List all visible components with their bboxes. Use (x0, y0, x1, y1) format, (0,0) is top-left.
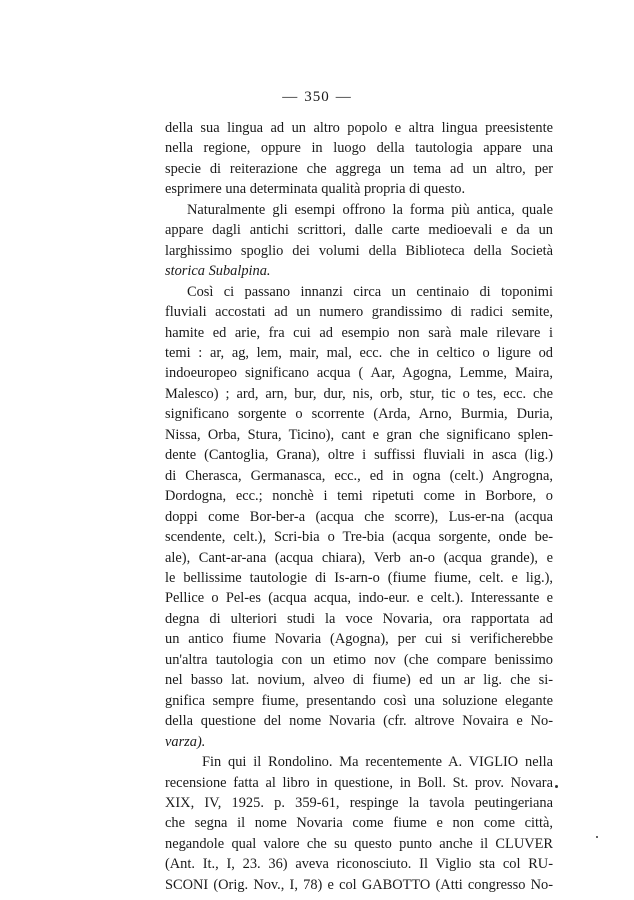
text-line: doppi come Bor-ber-a (acqua che scorre), Lus-er-na (acqua (165, 508, 553, 525)
text-line: Nissa, Orba, Stura, Ticino), cant e gran che significano splen- (165, 426, 553, 443)
text-line: larghissimo spoglio dei volumi della Biblioteca della Società (165, 242, 553, 259)
text-line: un antico fiume Novaria (Agogna), per cui si verificherebbe (165, 631, 553, 648)
text-line: XIX, IV, 1925. p. 359-61, respinge la tavola peutingeriana (165, 794, 553, 811)
paragraph-1 (165, 118, 553, 200)
text-line: specie di reiterazione che aggrega un tema ad un altro, per (165, 160, 553, 177)
paragraph-4 (165, 752, 553, 895)
text-line: nella regione, oppure in luogo della tautologia appare una (165, 140, 553, 157)
ink-speck (596, 836, 598, 838)
body-text (165, 118, 553, 895)
text-line: storica Subalpina. (165, 263, 271, 280)
text-line: le bellissime tautologie di Is-arn-o (fiume fiume, celt. e lig.), (165, 569, 553, 586)
paragraph-3 (165, 282, 553, 752)
text-line: negandole qual valore che su questo punto anche il CLUVER (165, 835, 553, 852)
text-line: un'altra tautologia con un etimo nov (che compare benissimo (165, 651, 553, 668)
text-line: ale), Cant-ar-ana (acqua chiara), Verb an-o (acqua grande), e (165, 549, 553, 566)
text-line: Malesco) ; ard, arn, bur, dur, nis, orb, stur, tic o tes, ecc. che (165, 385, 553, 402)
text-line: esprimere una determinata qualità propria di questo. (165, 181, 466, 198)
text-line: fluviali accostati ad un numero grandissimo di radici semite, (165, 304, 553, 321)
text-line: significano sorgente o scorrente (Arda, Arno, Burmia, Duria, (165, 406, 553, 423)
text-line: nel basso lat. novium, alveo di fiume) ed un ar lig. che si- (165, 672, 553, 689)
text-line: Dordogna, ecc.; nonchè i temi ripetuti come in Borbore, o (165, 488, 553, 505)
text-line: della sua lingua ad un altro popolo e altra lingua preesistente (165, 120, 553, 136)
text-line: dente (Cantoglia, Grana), oltre i suffissi fluviali in asca (lig.) (165, 447, 553, 464)
page-number-dash-left: — (282, 89, 299, 105)
text-line: SCONI (Orig. Nov., I, 78) e col GABOTTO (Atti congresso No- (165, 876, 553, 893)
text-line: indoeuropeo significano acqua ( Aar, Agogna, Lemme, Maira, (165, 365, 553, 382)
text-line: scendente, celt.), Scri-bia o Tre-bia (acqua sorgente, onde be- (165, 529, 553, 546)
text-line: Naturalmente gli esempi offrono la forma più antica, quale (187, 201, 553, 218)
text-line: Fin qui il Rondolino. Ma recentemente A. VIGLIO nella (202, 754, 553, 771)
text-line: temi : ar, ag, lem, mair, mal, ecc. che in celtico o ligure od (165, 344, 553, 361)
text-line: della questione del nome Novaria (cfr. altrove Novaira e No- (165, 713, 553, 730)
text-line: recensione fatta al libro in questione, in Boll. St. prov. Novara (165, 774, 553, 791)
text-line: gnifica sempre fiume, presentando così una soluzione elegante (165, 692, 553, 709)
paragraph-2 (165, 200, 553, 282)
ink-speck (555, 785, 558, 788)
text-line: appare dagli antichi scrittori, dalle carte medioevali e da un (165, 222, 553, 239)
text-line: Pellice o Pel-es (acqua acqua, indo-eur. e celt.). Interessante e (165, 590, 553, 607)
text-line: di Cherasca, Germanasca, ecc., ed in ogna (celt.) Angrogna, (165, 467, 553, 484)
text-line: Così ci passano innanzi circa un centinaio di toponimi (187, 283, 553, 300)
text-line: che segna il nome Novaria come fiume e non come città, (165, 815, 553, 832)
page-number-dash-right: — (335, 89, 352, 105)
page-number (0, 89, 634, 106)
text-line: (Ant. It., I, 23. 36) aveva riconosciuto. Il Viglio sta col RU- (165, 856, 553, 873)
text-line: hamite ed arie, fra cui ad esempio non sarà male rilevare i (165, 324, 553, 341)
page-number-value: 350 (304, 89, 330, 105)
text-line: varza). (165, 733, 206, 750)
text-line: degna di ulteriori studi la voce Novaria, ora rapportata ad (165, 610, 553, 627)
